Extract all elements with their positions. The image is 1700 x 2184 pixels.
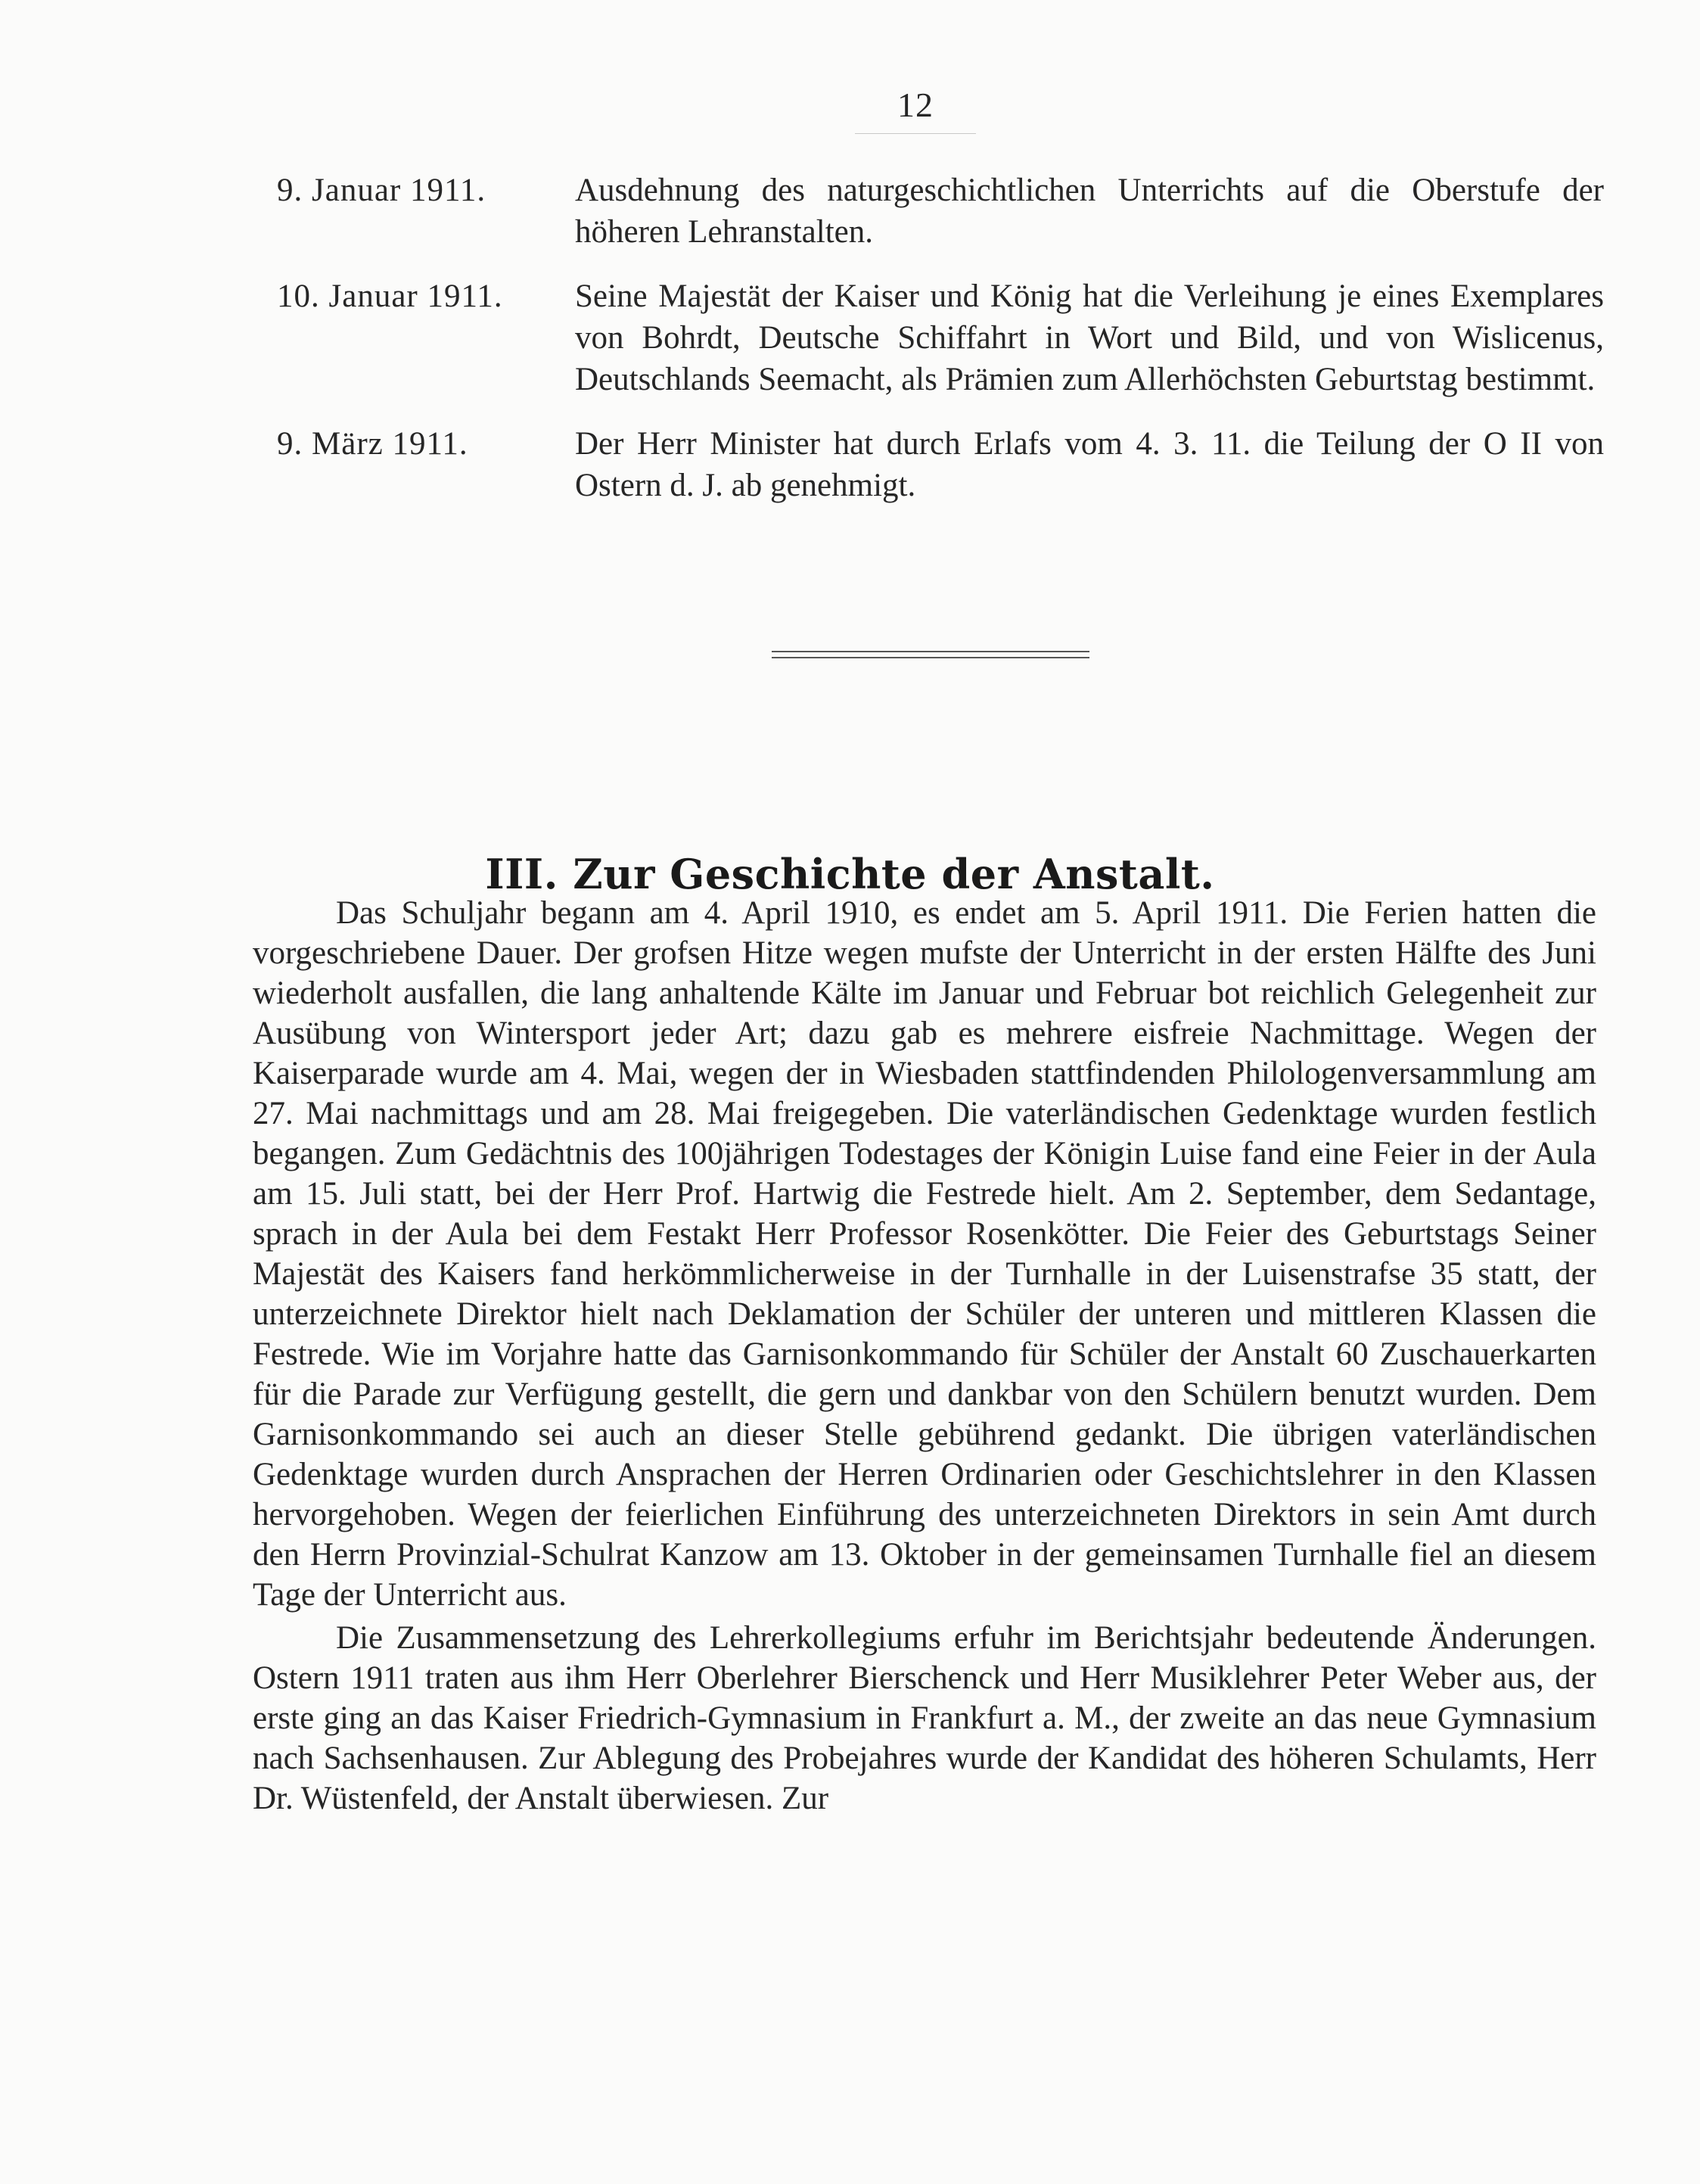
body-paragraph: Das Schuljahr begann am 4. April 1910, es endet am 5. April 1911. Die Ferien hatten die vorgeschriebene Dauer. Der grofsen Hitze wegen mufste der Unterricht in der ersten Hälfte des Juni wiederholt ausfallen, die lang anhaltende Kälte im Januar und Februar bot reichlich Gelegenheit zur Ausübung von Wintersport jeder Art; dazu gab es mehrere eisfreie Nachmittage. Wegen der Kaiserparade wurde am 4. Mai, wegen der in Wiesbaden stattfindenden Philologenversammlung am 27. Mai nachmittags und am 28. Mai freigegeben. Die vaterländischen Gedenktage wurden festlich begangen. Zum Gedächtnis des 100jährigen Todestages der Königin Luise fand eine Feier in der Aula am 15. Juli statt, bei der Herr Prof. Hartwig die Festrede hielt. Am 2. September, dem Sedantage, sprach in der Aula bei dem Festakt Herr Professor Rosenkötter. Die Feier des Geburtstags Seiner Majestät des Kaisers fand herkömmlicherweise in der Turnhalle in der Luisenstrafse 35 statt, der unterzeichnete Direktor hielt nach Deklamation der Schüler der unteren und mittleren Klassen die Festrede. Wie im Vorjahre hatte das Garnisonkommando für Schüler der Anstalt 60 Zuschauerkarten für die Parade zur Verfügung gestellt, die gern und dankbar von den Schülern benutzt wurden. Dem Garnisonkommando sei auch an dieser Stelle gebührend gedankt. Die übrigen vaterländischen Gedenktage wurden durch Ansprachen der Herren Ordinarien oder Geschichtslehrer in den Klassen hervorgehoben. Wegen der feierlichen Einführung des unterzeichneten Direktors in sein Amt durch den Herrn Provinzial-Schulrat Kanzow am 13. Oktober in der gemeinsamen Turnhalle fiel an diesem Tage der Unterricht aus. (253, 895, 1596, 1613)
divider-line (772, 651, 1089, 652)
chronology-list (0, 170, 1700, 529)
section-divider (772, 651, 1089, 663)
entry-date: 9. März 1911. (277, 426, 468, 462)
entry-text: Ausdehnung des naturgeschichtlichen Unterrichts auf die Oberstufe der höheren Lehranstalten. (575, 173, 1604, 250)
chronology-entry (0, 423, 1700, 506)
page-number: 12 (897, 86, 934, 124)
chronology-entry (0, 275, 1700, 400)
entry-date: 10. Januar 1911. (277, 278, 503, 314)
page-number-rule (855, 133, 976, 134)
chronology-entry (0, 170, 1700, 253)
body-paragraph: Die Zusammensetzung des Lehrerkollegiums erfuhr im Berichtsjahr bedeutende Änderungen. Ostern 1911 traten aus ihm Herr Oberlehrer Bierschenck und Herr Musiklehrer Peter Weber aus, der erste ging an das Kaiser Friedrich-Gymnasium in Frankfurt a. M., der zweite an das neue Gymnasium nach Sachsenhausen. Zur Ablegung des Probejahres wurde der Kandidat des höheren Schulamts, Herr Dr. Wüstenfeld, der Anstalt überwiesen. Zur (253, 1620, 1596, 1816)
entry-text: Seine Majestät der Kaiser und König hat die Verleihung je eines Exemplares von Bohrdt, Deutsche Schiffahrt in Wort und Bild, und von Wislicenus, Deutschlands Seemacht, als Prämien zum Allerhöchsten Geburtstag bestimmt. (575, 278, 1604, 397)
entry-date: 9. Januar 1911. (277, 173, 486, 208)
divider-line (772, 657, 1089, 658)
section-body (253, 893, 1596, 1818)
entry-text: Der Herr Minister hat durch Erlafs vom 4. 3. 11. die Teilung der O II von Ostern d. J. ab genehmigt. (575, 426, 1604, 503)
section-heading: III. Zur Geschichte der Anstalt. (485, 849, 1215, 898)
